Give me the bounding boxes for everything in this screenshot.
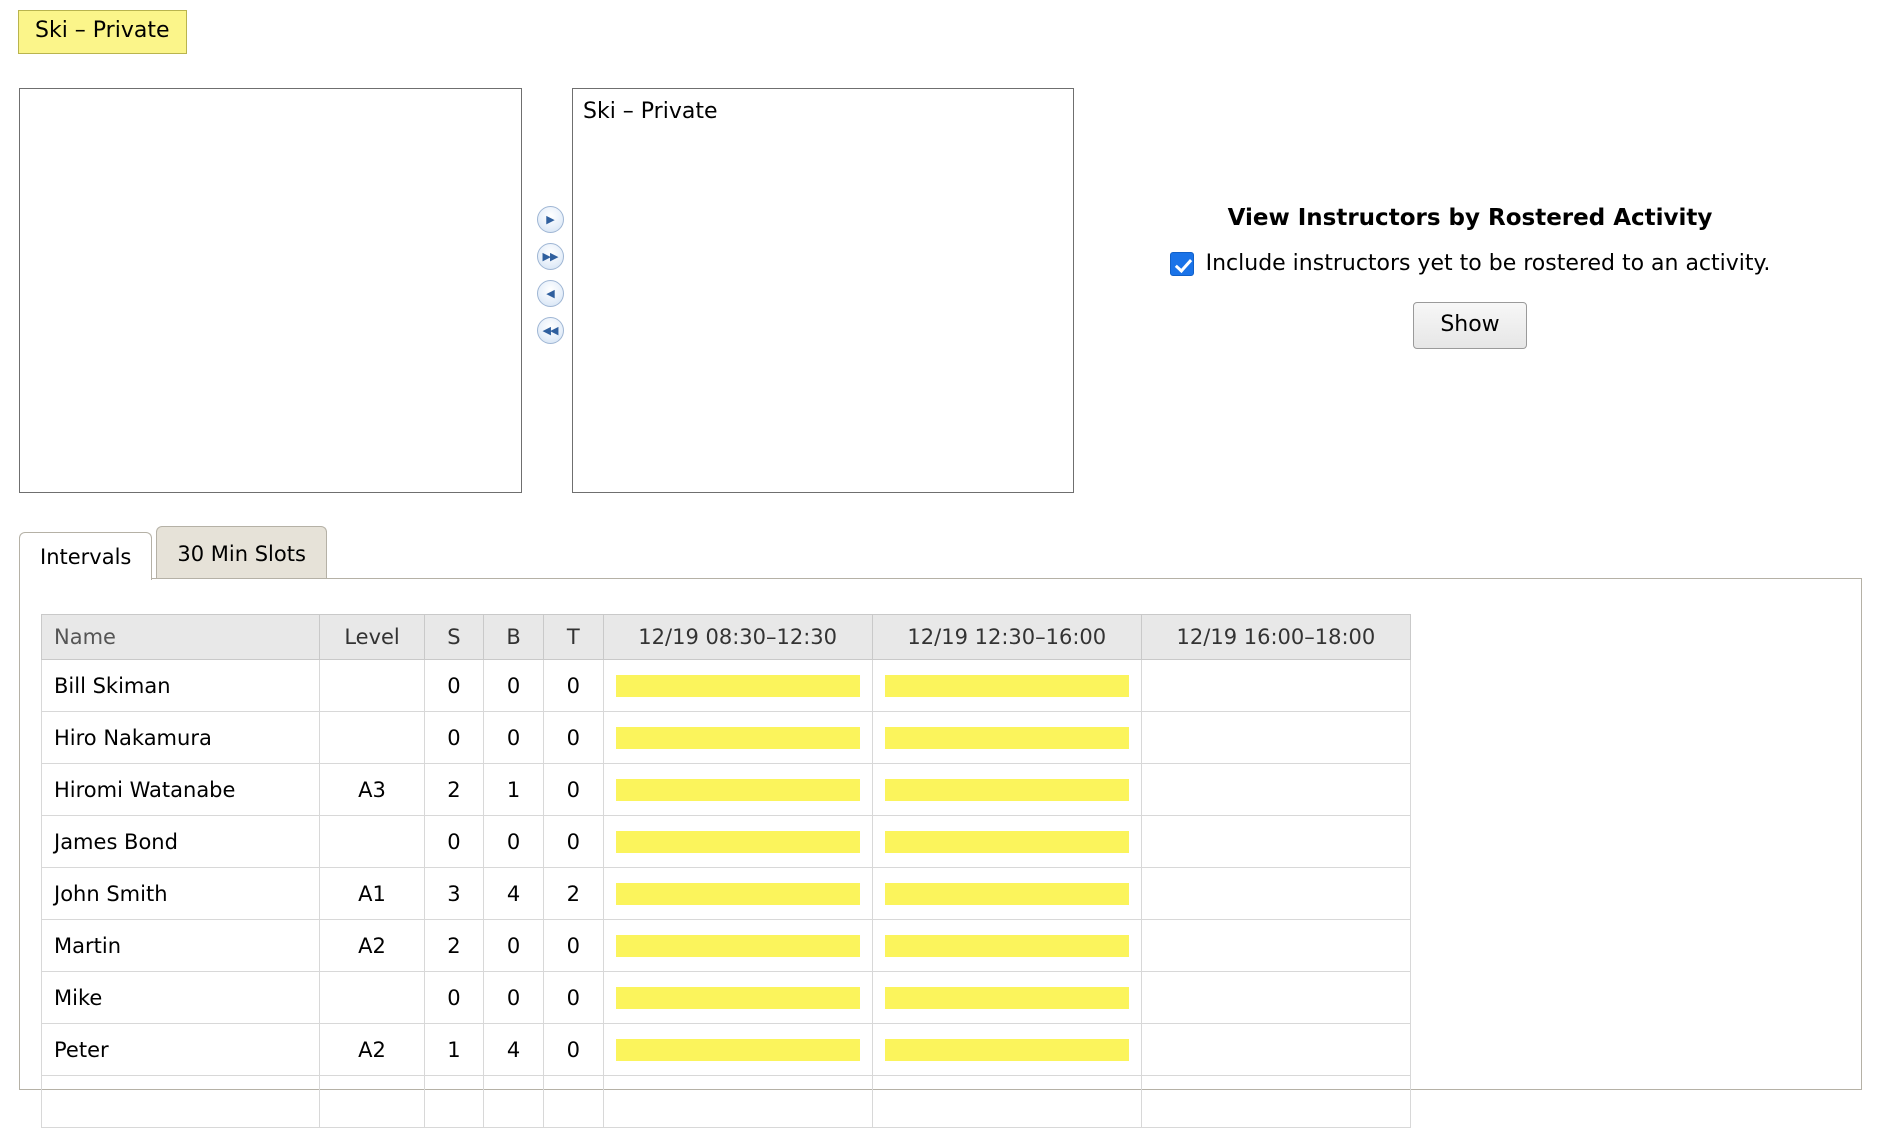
tab-intervals[interactable]: Intervals [19,532,152,580]
table-row[interactable] [42,920,1411,972]
cell-interval-2[interactable] [872,920,1141,972]
cell-name: Martin [42,920,320,972]
cell-interval-2[interactable] [872,972,1141,1024]
availability-bar [616,883,860,905]
cell-t: 0 [543,920,603,972]
cell-level [320,1076,424,1128]
cell-interval-2[interactable] [872,764,1141,816]
cell-interval-3[interactable] [1141,868,1410,920]
cell-b [484,1076,544,1128]
availability-bar [885,883,1129,905]
cell-t: 0 [543,660,603,712]
cell-level [320,816,424,868]
cell-name: Hiro Nakamura [42,712,320,764]
cell-interval-1[interactable] [603,1024,872,1076]
roster-table-container [41,614,1411,1128]
column-header-b[interactable]: B [484,615,544,660]
cell-interval-3[interactable] [1141,972,1410,1024]
table-row[interactable] [42,816,1411,868]
availability-bar [616,831,860,853]
cell-interval-3[interactable] [1141,1024,1410,1076]
availability-bar [616,987,860,1009]
column-header-interval-3[interactable]: 12/19 16:00–18:00 [1141,615,1410,660]
roster-table [41,614,1411,1128]
cell-name: Bill Skiman [42,660,320,712]
cell-b: 4 [484,868,544,920]
include-unrostered-row [1100,251,1840,276]
column-header-s[interactable]: S [424,615,484,660]
cell-t [543,1076,603,1128]
availability-bar [885,727,1129,749]
move-all-left-button[interactable]: ◀◀ [537,317,564,344]
cell-s: 2 [424,920,484,972]
cell-interval-1[interactable] [603,764,872,816]
table-row[interactable] [42,972,1411,1024]
move-left-button[interactable]: ◀ [537,280,564,307]
cell-s: 0 [424,660,484,712]
cell-interval-3[interactable] [1141,816,1410,868]
cell-level: A3 [320,764,424,816]
availability-bar [616,935,860,957]
cell-s: 3 [424,868,484,920]
cell-name: James Bond [42,816,320,868]
cell-interval-1[interactable] [603,712,872,764]
table-row[interactable] [42,1076,1411,1128]
cell-b: 4 [484,1024,544,1076]
cell-interval-1[interactable] [603,1076,872,1128]
cell-interval-1[interactable] [603,868,872,920]
availability-bar [885,779,1129,801]
cell-interval-2[interactable] [872,816,1141,868]
tab-30-min-slots[interactable]: 30 Min Slots [156,526,327,580]
cell-interval-1[interactable] [603,816,872,868]
cell-level: A2 [320,920,424,972]
cell-b: 0 [484,920,544,972]
cell-s: 0 [424,712,484,764]
move-right-button[interactable]: ▶ [537,206,564,233]
cell-interval-3[interactable] [1141,920,1410,972]
cell-t: 0 [543,972,603,1024]
cell-b: 0 [484,972,544,1024]
availability-bar [616,1039,860,1061]
column-header-level[interactable]: Level [320,615,424,660]
cell-name: Peter [42,1024,320,1076]
availability-bar [885,675,1129,697]
cell-b: 0 [484,816,544,868]
cell-s [424,1076,484,1128]
cell-interval-1[interactable] [603,660,872,712]
column-header-name[interactable]: Name [42,615,320,660]
column-header-interval-2[interactable]: 12/19 12:30–16:00 [872,615,1141,660]
cell-t: 0 [543,1024,603,1076]
include-unrostered-label: Include instructors yet to be rostered to an activity. [1205,251,1771,276]
table-row[interactable] [42,868,1411,920]
cell-b: 1 [484,764,544,816]
cell-s: 0 [424,972,484,1024]
cell-name: Hiromi Watanabe [42,764,320,816]
column-header-t[interactable]: T [543,615,603,660]
move-all-right-button[interactable]: ▶▶ [537,243,564,270]
transfer-button-group [533,206,567,344]
table-row[interactable] [42,660,1411,712]
cell-s: 2 [424,764,484,816]
column-header-interval-1[interactable]: 12/19 08:30–12:30 [603,615,872,660]
include-unrostered-checkbox[interactable] [1170,252,1194,276]
selected-activity-tag: Ski – Private [18,10,187,54]
availability-bar [885,831,1129,853]
table-row[interactable] [42,1024,1411,1076]
cell-interval-3[interactable] [1141,764,1410,816]
cell-interval-2[interactable] [872,712,1141,764]
cell-level [320,972,424,1024]
cell-interval-3[interactable] [1141,712,1410,764]
availability-bar [616,779,860,801]
cell-level [320,712,424,764]
cell-level: A2 [320,1024,424,1076]
selected-activities-list[interactable] [572,88,1074,493]
table-row[interactable] [42,764,1411,816]
cell-interval-2[interactable] [872,868,1141,920]
table-row[interactable] [42,712,1411,764]
cell-s: 1 [424,1024,484,1076]
cell-s: 0 [424,816,484,868]
cell-t: 0 [543,712,603,764]
cell-name [42,1076,320,1128]
list-item[interactable]: Ski – Private [583,99,718,124]
cell-b: 0 [484,660,544,712]
availability-bar [885,987,1129,1009]
cell-interval-3[interactable] [1141,1076,1410,1128]
availability-bar [616,727,860,749]
cell-level: A1 [320,868,424,920]
available-activities-list[interactable] [19,88,522,493]
table-header-row [42,615,1411,660]
roster-table-body [42,660,1411,1128]
cell-t: 2 [543,868,603,920]
cell-interval-2[interactable] [872,660,1141,712]
cell-b: 0 [484,712,544,764]
show-button[interactable]: Show [1413,302,1526,349]
availability-bar [885,1039,1129,1061]
cell-level [320,660,424,712]
page-title: View Instructors by Rostered Activity [1227,205,1713,231]
cell-t: 0 [543,816,603,868]
cell-interval-2[interactable] [872,1076,1141,1128]
cell-t: 0 [543,764,603,816]
cell-interval-1[interactable] [603,920,872,972]
cell-name: Mike [42,972,320,1024]
availability-bar [885,935,1129,957]
tab-strip [19,527,1862,580]
view-instructors-panel [1100,205,1840,349]
cell-name: John Smith [42,868,320,920]
cell-interval-2[interactable] [872,1024,1141,1076]
cell-interval-1[interactable] [603,972,872,1024]
availability-bar [616,675,860,697]
cell-interval-3[interactable] [1141,660,1410,712]
